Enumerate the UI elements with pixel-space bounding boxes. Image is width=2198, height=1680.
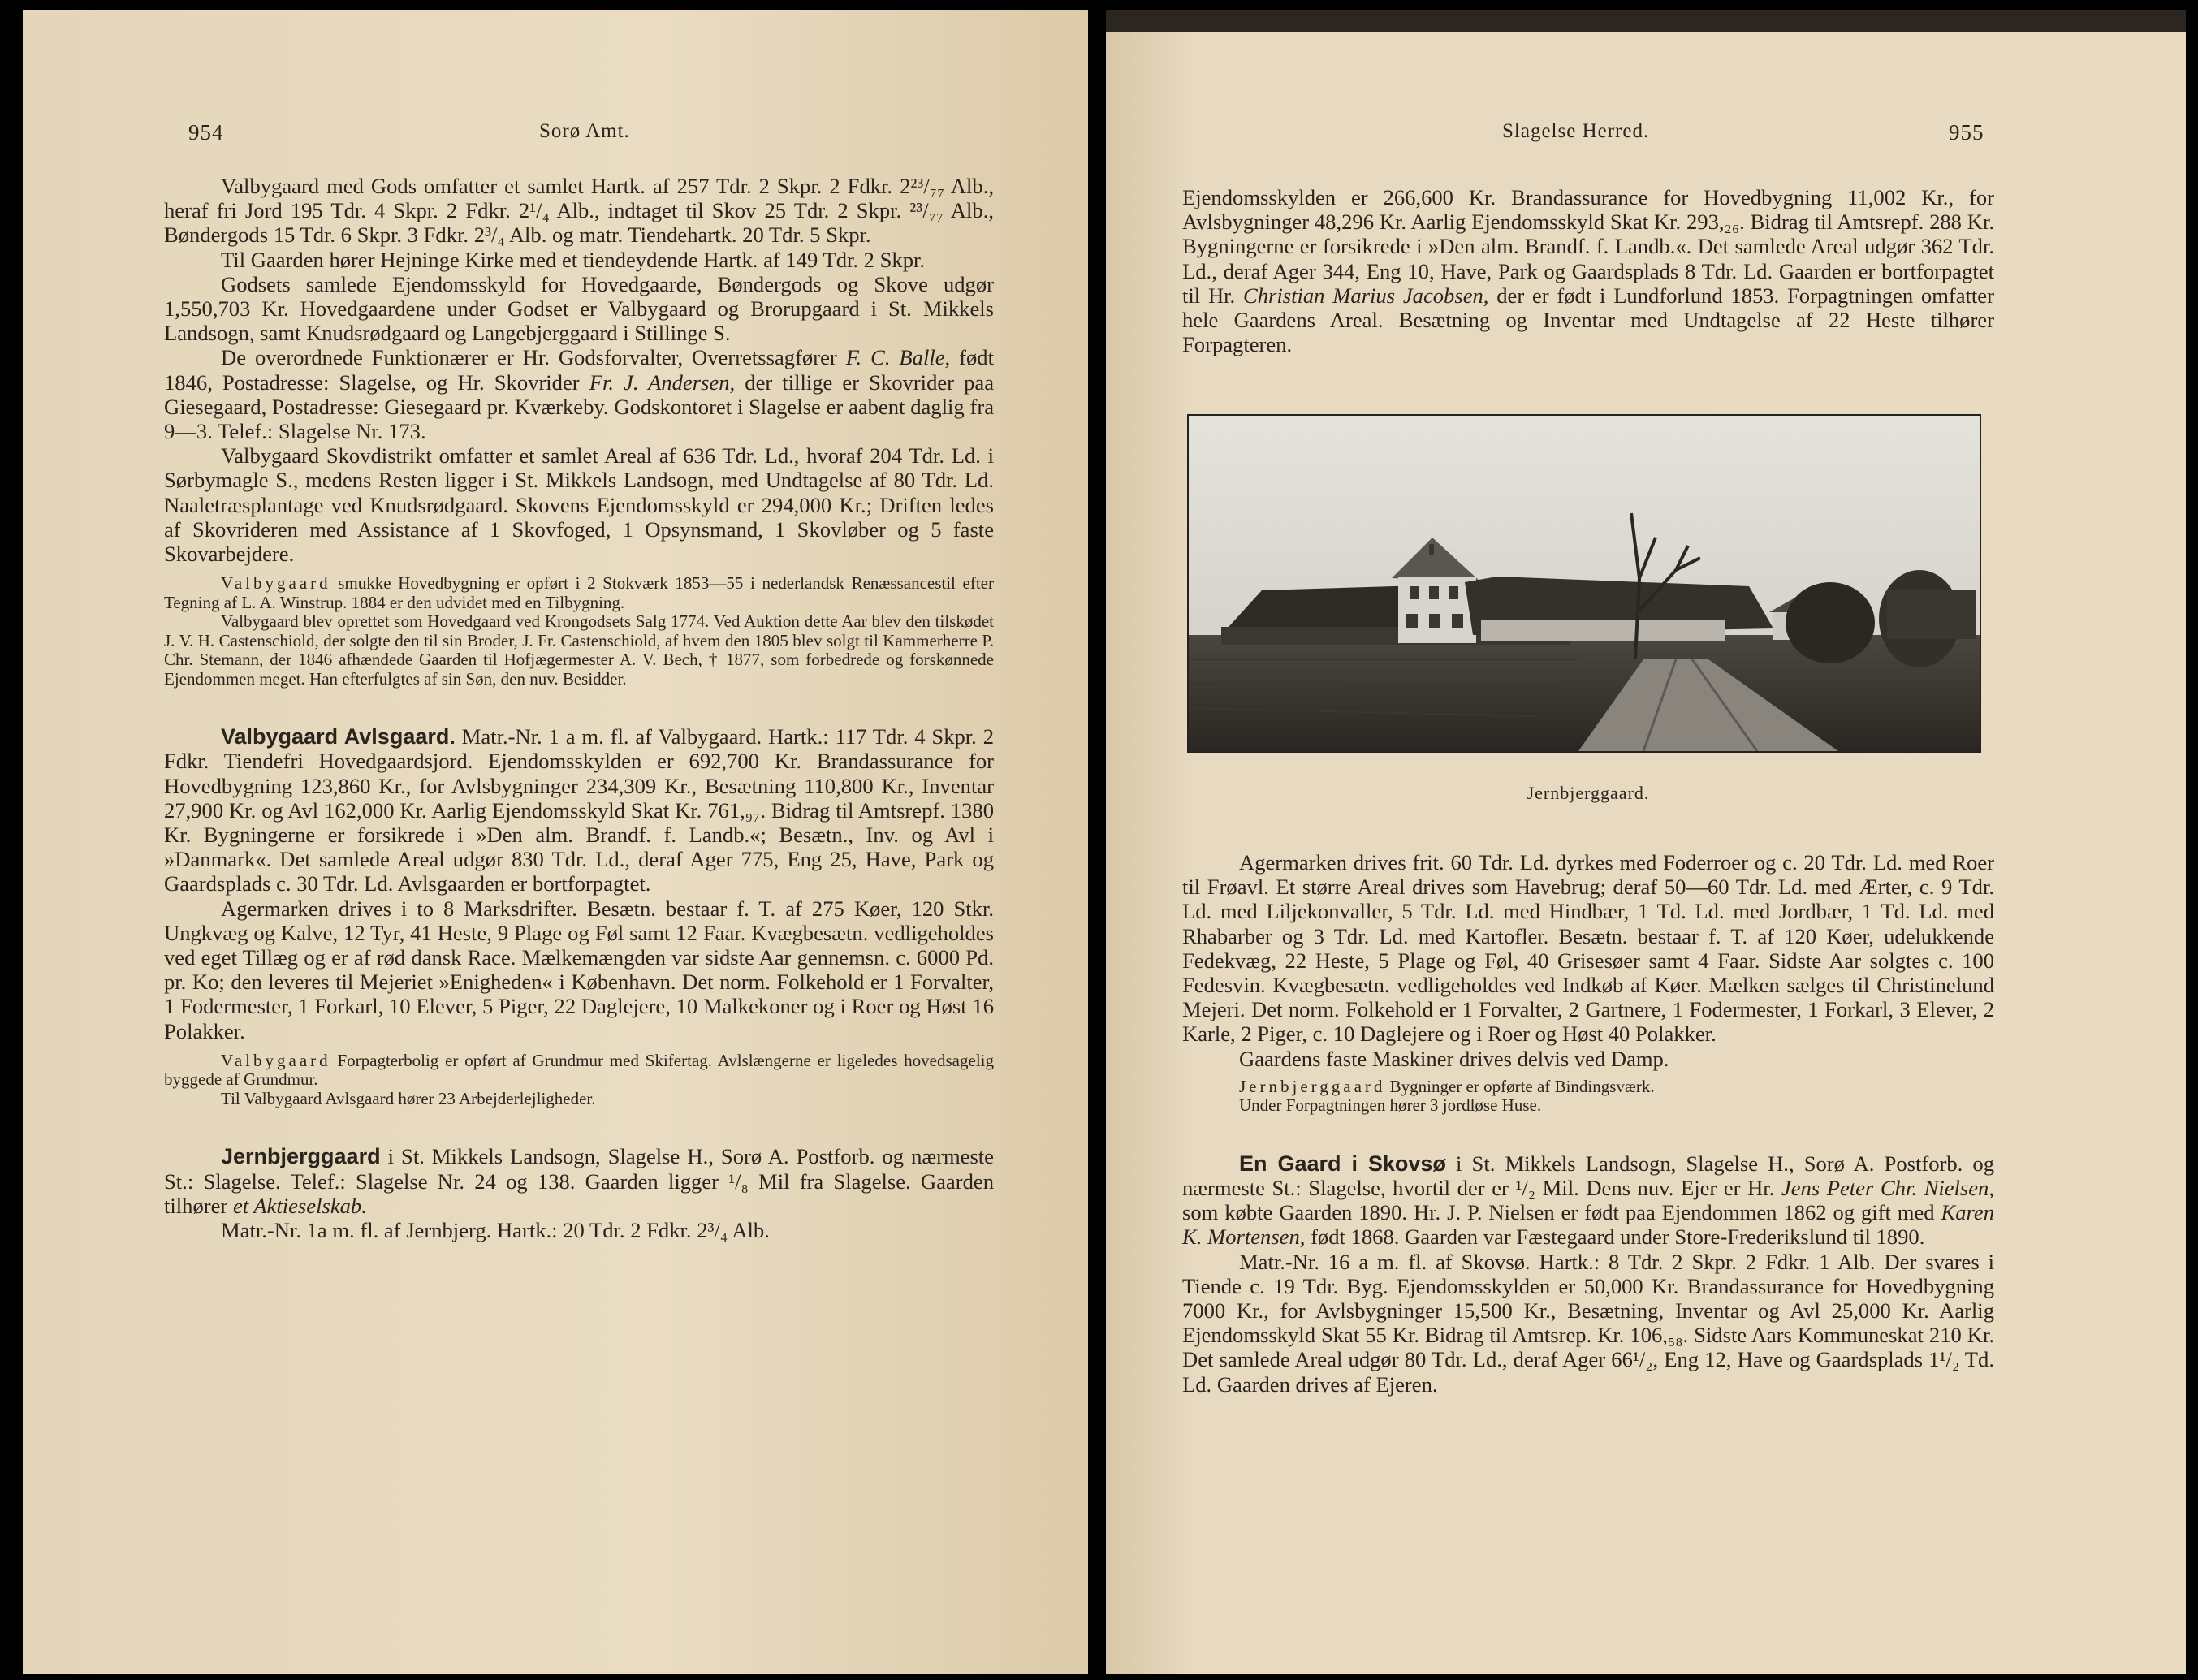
small-paragraph: Under Forpagtningen hører 3 jordløse Huse.	[1239, 1095, 1542, 1116]
paragraph: Valbygaard med Gods omfatter et samlet Hartk. af 257 Tdr. 2 Skpr. 2 Fdkr. 2²³/₇₇ Alb., heraf fri Jord 195 Tdr. 4 Skpr. 2 Fdkr. 2¹/₄ Alb., indtaget til Skov 25 Tdr. 2 Skpr. ²³/₇₇ Alb., Bøndergods 15 Tdr. 6 Skpr. 3 Fdkr. 2³/₄ Alb. og matr. Tiendehartk. 20 Tdr. 5 Skpr.	[164, 174, 994, 248]
text: smukke Hovedbygning er opført i 2 Stokværk 1853—55 i nederlandsk Renæssancestil efter Tegning af L. A. Winstrup. 1884 er den udvidet med en Tilbygning.	[164, 573, 994, 612]
person-name: Karen K. Mortensen,	[1182, 1200, 1994, 1250]
small-paragraph	[164, 574, 994, 612]
text: Matr.-Nr. 1 a m. fl. af Valbygaard. Hartk.: 117 Tdr. 4 Skpr. 2 Fdkr. Tiendefri Hovedgaardsjord. Ejendomsskylden er 692,700 Kr. Brandassurance for Hovedbygning 123,860 Kr., for Avlsbygninger 234,309 Kr., Besætning 110,800 Kr., Inventar 27,900 Kr. og Avl 162,000 Kr. Aarlig Ejendomsskyld Skat Kr. 761,₉₇. Bidrag til Amtsrepf. 1380 Kr. Bygningerne er forsikrede i »Den alm. Brandf. f. Landb.«; Besætn., Inv. og Avl i »Danmark«. Det samlede Areal udgør 830 Tdr. Ld., deraf Ager 775, Eng 25, Have, Park og Gaardsplads c. 30 Tdr. Ld. Avlsgaarden er bortforpagtet.	[164, 724, 994, 896]
section-paragraph	[164, 1144, 994, 1218]
section-paragraph	[164, 724, 994, 896]
farmhouse-photo-illustration	[1189, 416, 1980, 751]
section-heading: Jernbjerggaard	[221, 1144, 381, 1169]
right-running-head: Slagelse Herred.	[1502, 120, 1650, 142]
text: Ejendomsskylden er 266,600 Kr. Brandassurance for Hovedbygning 11,002 Kr., for Avlsbygninger 48,296 Kr. Aarlig Ejendomsskyld Skat Kr. 293,₂₆. Bidrag til Amtsrepf. 288 Kr. Bygningerne er forsikrede i »Den alm. Brandf. f. Landb.«. Det samlede Areal udgør 362 Tdr. Ld., deraf Ager 344, Eng 10, Have, Park og Gaardsplads 8 Tdr. Ld. Gaarden er bortforpagtet til Hr.	[1182, 185, 1994, 308]
small-paragraph	[1182, 1078, 1994, 1097]
paragraph: Matr.-Nr. 16 a m. fl. af Skovsø. Hartk.: 8 Tdr. 2 Skpr. 2 Fdkr. 1 Alb. Der svares i Tiende c. 19 Tdr. Byg. Ejendomsskylden er 50,000 Kr. Brandassurance for Hovedbygning 7000 Kr., for Avlsbygninger 15,500 Kr., Besætning, Inventar og Avl 25,000 Kr. Aarlig Ejendomsskyld Skat 55 Kr. Bidrag til Amtsrep. Kr. 106,₅₈. Sidste Aars Kommuneskat 210 Kr. Det samlede Areal udgør 80 Tdr. Ld., deraf Ager 66¹/₂, Eng 12, Have og Gaardsplads 1¹/₂ Td. Ld. Gaarden drives af Ejeren.	[1182, 1249, 1994, 1397]
section-paragraph	[1182, 1151, 1994, 1250]
left-text-column	[164, 174, 994, 1242]
text: født 1868. Gaarden var Fæstegaard under Store-Frederikslund til 1890.	[1305, 1224, 1925, 1250]
right-text-column-bottom	[1182, 850, 1994, 1397]
section-heading: Valbygaard Avlsgaard.	[221, 724, 456, 749]
spacer	[1182, 1116, 1994, 1151]
right-text-column-top	[1182, 185, 1994, 356]
spacer	[164, 1108, 994, 1144]
photo-caption: Jernbjerggaard.	[1527, 783, 1650, 803]
spaced-term: Valbygaard	[221, 573, 331, 594]
spaced-term: Valbygaard	[221, 1050, 331, 1070]
paragraph: Gaardens faste Maskiner drives delvis ved Damp.	[1239, 1046, 1669, 1071]
spacer	[164, 689, 994, 724]
text: i St. Mikkels Landsogn, Slagelse H., Sorø A. Postforb. og nærmeste St.: Slagelse. Telef.: Slagelse Nr. 24 og 138. Gaarden ligger ¹/₈ Mil fra Slagelse. Gaarden tilhører	[164, 1144, 994, 1218]
text: Bygninger er opførte af Bindingsværk.	[1385, 1076, 1655, 1096]
person-name: F. C. Balle,	[845, 345, 951, 370]
paragraph	[1182, 185, 1994, 356]
right-page-number: 955	[1949, 120, 1984, 145]
text: i St. Mikkels Landsogn, Slagelse H., Sorø A. Postforb. og nærmeste St.: Slagelse, hvortil der er ¹/₂ Mil. Dens nuv. Ejer er Hr.	[1182, 1151, 1994, 1201]
paragraph: Agermarken drives i to 8 Marksdrifter. Besætn. bestaar f. T. af 275 Køer, 120 Stkr. Ungkvæg og Kalve, 12 Tyr, 41 Heste, 9 Plage og Føl samt 12 Faar. Kvægbesætn. vedligeholdes ved eget Tillæg og er af rød dansk Race. Mælkemængden var sidste Aar gennemsn. c. 6000 Pd. pr. Ko; den leveres til Mejeriet »Enigheden« i København. Det norm. Folkehold er 1 Forvalter, 1 Fodermester, 1 Forkarl, 10 Elever, 5 Piger, 22 Daglejere, 10 Malkekoner og i Roer og Høst 16 Polakker.	[164, 896, 994, 1043]
paragraph: Valbygaard Skovdistrikt omfatter et samlet Areal af 636 Tdr. Ld., hvoraf 204 Tdr. Ld. i Sørbymagle S., medens Resten ligger i St. Mikkels Landsogn, med Undtagelse af 80 Tdr. Ld. Naaletræsplantage ved Knudsrødgaard. Skovens Ejendomsskyld er 294,000 Kr.; Driften ledes af Skovrideren med Assistance af 1 Skovfoged, 1 Opsynsmand, 1 Skovløber og 5 faste Skovarbejdere.	[164, 443, 994, 567]
text: De overordnede Funktionærer er Hr. Godsforvalter, Overretssagfører	[221, 345, 846, 370]
person-name: Jens Peter Chr. Nielsen,	[1781, 1176, 1995, 1201]
text: der er født i Lundforlund 1853. Forpagtningen omfatter hele Gaardens Areal. Besætning og Inventar med Undtagelse af 22 Heste tilhører Forpagteren.	[1182, 283, 1994, 357]
owner-name: et Aktieselskab.	[232, 1193, 367, 1218]
text: som købte Gaarden 1890. Hr. J. P. Nielsen er født paa Ejendommen 1862 og gift med	[1182, 1200, 1941, 1225]
spaced-term: Jernbjerggaard	[1239, 1076, 1386, 1096]
paragraph: Til Gaarden hører Hejninge Kirke med et tiendeydende Hartk. af 149 Tdr. 2 Skpr.	[221, 247, 926, 272]
text: der tillige er Skovrider paa Giesegaard, Postadresse: Giesegaard pr. Kværkeby. Godskontoret i Slagelse er aabent daglig fra 9—3. Telef.: Slagelse Nr. 173.	[164, 369, 995, 444]
small-paragraph: Valbygaard blev oprettet som Hovedgaard ved Krongodsets Salg 1774. Ved Auktion dette Aar blev den tilskødet J. V. H. Castenschiold, der solgte den til sin Broder, J. Fr. Castenschiold, af hvem den 1805 blev solgt til Kammerherre P. Chr. Stemann, der 1846 afhændede Gaarden til Hofjægermester A. V. Bech, † 1877, som forbedrede og forskønnede Ejendommen meget. Han efterfulgtes af sin Søn, den nuv. Besidder.	[164, 611, 994, 689]
paragraph: Agermarken drives frit. 60 Tdr. Ld. dyrkes med Foderroer og c. 20 Tdr. Ld. med Roer til Frøavl. Et større Areal drives som Havebrug; deraf 50—60 Tdr. Ld. med Ærter, c. 9 Tdr. Ld. med Liljekonvaller, 5 Tdr. Ld. med Hindbær, 1 Td. Ld. med Jordbær, 1 Td. Ld. med Rhabarber og 3 Tdr. Ld. med Kartofler. Besætn. bestaar f. T. af 120 Køer, udelukkende Fedekvæg, 22 Heste, 5 Plage og Føl, 40 Grisesøer samt 4 Faar. Sidste Aar solgtes c. 100 Fedesvin. Kvægbesætn. vedligeholdes ved Indkøb af Køer. Mælken sælges til Christinelund Mejeri. Det norm. Folkehold er 1 Forvalter, 2 Gartnere, 1 Fodermester, 1 Forkarl, 3 Elever, 2 Karle, 2 Piger, c. 10 Daglejere og i Roer og Høst 40 Polakker.	[1182, 850, 1994, 1047]
text: født 1846, Postadresse: Slagelse, og Hr. Skovrider	[164, 345, 994, 395]
left-running-head: Sorø Amt.	[539, 120, 630, 142]
paragraph: Godsets samlede Ejendomsskyld for Hovedgaarde, Bøndergods og Skove udgør 1,550,703 Kr. Hovedgaardene under Godset er Valbygaard og Brorupgaard i St. Mikkels Landsogn, samt Knudsrødgaard og Langebjerggaard i Stillinge S.	[164, 271, 994, 346]
paragraph	[164, 345, 994, 443]
person-name: Fr. J. Andersen,	[589, 369, 736, 395]
left-page-number: 954	[188, 120, 224, 145]
person-name: Christian Marius Jacobsen,	[1242, 283, 1489, 308]
farmhouse-photo	[1187, 414, 1981, 753]
section-heading: En Gaard i Skovsø	[1239, 1151, 1446, 1176]
small-paragraph	[164, 1052, 994, 1090]
paragraph: Matr.-Nr. 1a m. fl. af Jernbjerg. Hartk.: 20 Tdr. 2 Fdkr. 2³/₄ Alb.	[221, 1218, 770, 1242]
small-paragraph: Til Valbygaard Avlsgaard hører 23 Arbejderlejligheder.	[221, 1088, 596, 1108]
text: Forpagterbolig er opført af Grundmur med Skifertag. Avlslængerne er ligeledes hovedsagelig byggede af Grundmur.	[164, 1050, 994, 1090]
